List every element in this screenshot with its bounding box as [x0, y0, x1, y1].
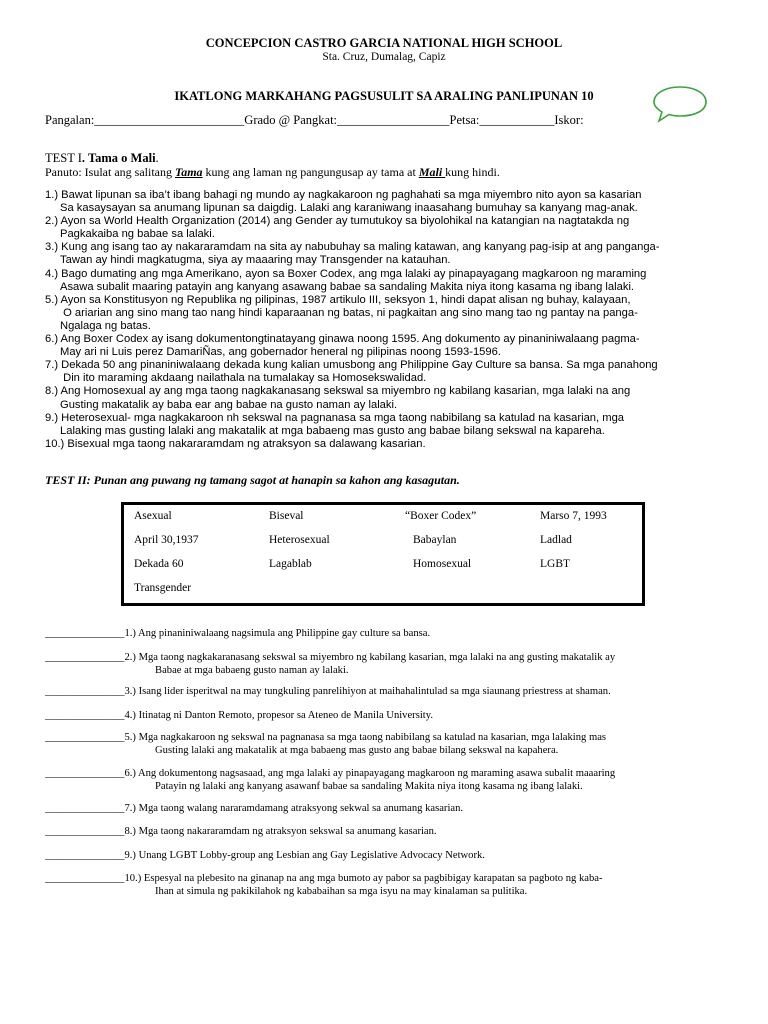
test2-item-9: _______________9.) Unang LGBT Lobby-group ang Lesbian ang Gay Legislative Advocacy Network.: [45, 850, 485, 861]
test1-item-2: 2.) Ayon sa World Health Organization (2014) ang Gender ay tumutukoy sa biyolohikal na katangian na nagtatakda ng Pagkakaiba ng babae sa lalaki.: [45, 215, 630, 241]
test1-item-7: 7.) Dekada 50 ang pinaniniwalaang dekada kung kalian umusbong ang Philippine Gay Culture sa bansa. Sa mga panahong Din ito maraming akdaang nailathala na tumalakay sa Homosekswalidad.: [45, 359, 658, 385]
test2-item-10: _______________10.) Espesyal na plebesito na ginanap na ang mga bumoto ay pabor sa pagbibigay karapatan sa pagboto ng kaba- Ihan at simula ng pakikilahok ng kababaihan sa mga isyu na may kinalaman sa pulitika.: [45, 873, 603, 897]
word-box-item: “Boxer Codex”: [405, 510, 477, 522]
test2-item-6: _______________6.) Ang dokumentong nagsasaad, ang mga lalaki ay pinapayagang magkaroon ng maraming asawa subalit maaaring Patayin ng lalaki ang kanyang asawanf babae sa sandaling Makita niya itong kasama ng ibang lalaki.: [45, 768, 616, 792]
word-box-item: Marso 7, 1993: [540, 510, 607, 522]
test1-item-4: 4.) Bago dumating ang mga Amerikano, ayon sa Boxer Codex, ang mga lalaki ay pinapayagang magkaroon ng maraming Asawa subalit maaring patayin ang kanyang asawang babae sa sandaling Makita niya itong kasama ng ibang lalaki.: [45, 267, 647, 293]
word-box-item: Asexual: [134, 510, 172, 522]
answer-word-box: [121, 502, 645, 606]
test1-item-3: 3.) Kung ang isang tao ay nakararamdam na sita ay nabubuhay sa maling katawan, ang kanyang pag-isip at ang panganga- Tawan ay hindi magkatugma, siya ay maaaring may Transgender na katauhan.: [45, 241, 660, 267]
word-box-item: Heterosexual: [269, 534, 330, 546]
test2-item-1: _______________1.) Ang pinaniniwalaang nagsimula ang Philippine gay culture sa bansa.: [45, 628, 431, 639]
test2-item-8: _______________8.) Mga taong nakararamdam ng atraksyon sekswal sa anumang kasarian.: [45, 826, 437, 837]
test2-item-5: _______________5.) Mga nagkakaroon ng sekswal na pagnanasa sa mga taong nabibilang sa katulad na kasarian, mga lalaking mas Gusting lalaki ang makatalik at mga babaeng mas gusto ang babae bilang sekswal na kapahera.: [45, 732, 607, 756]
test1-item-10: 10.) Bisexual mga taong nakararamdam ng atraksyon sa dalawang kasarian.: [45, 437, 426, 450]
word-box-item: April 30,1937: [134, 534, 199, 546]
exam-title: IKATLONG MARKAHANG PAGSUSULIT SA ARALING PANLIPUNAN 10: [174, 89, 594, 103]
word-box-item: Babaylan: [413, 534, 457, 546]
word-box-item: Lagablab: [269, 558, 312, 570]
student-info-row: Pangalan:________________________Grado @ Pangkat:__________________Petsa:____________Iskor:: [45, 113, 584, 127]
test1-item-1: 1.) Bawat lipunan sa iba’t ibang bahagi ng mundo ay nagkakaroon ng paghahati sa mga miyembro nito ayon sa kasarian Sa kasaysayan sa anumang lipunan sa daigdig. Lalaki ang karaniwang inaasahang bumuhay sa kanyang mag-anak.: [45, 189, 642, 215]
speech-bubble-icon: [652, 84, 708, 124]
word-box-item: Ladlad: [540, 534, 572, 546]
test2-heading: TEST II: Punan ang puwang ng tamang sagot at hanapin sa kahon ang kasagutan.: [45, 473, 460, 487]
test1-heading: TEST I. Tama o Mali.: [45, 151, 159, 165]
word-box-item: Homosexual: [413, 558, 472, 570]
test2-item-7: _______________7.) Mga taong walang nararamdamang atraksyong sekwal sa anumang kasarian.: [45, 803, 464, 814]
word-box-item: Transgender: [134, 582, 192, 594]
test1-item-9: 9.) Heterosexual- mga nagkakaroon nh sekswal na pagnanasa sa mga taong nabibilang sa katulad na kasarian, mga Lalaking mas gusting lalaki ang makatalik at mga babaeng mas gusto ang babae bilang sekswal na kapareha.: [45, 411, 625, 437]
school-address: Sta. Cruz, Dumalag, Capiz: [322, 51, 446, 63]
test1-items: [45, 189, 735, 451]
test1-item-8: 8.) Ang Homosexual ay ang mga taong nagkakanasang sekswal sa miyembro ng kabilang kasarian, mga lalaki na ang Gusting makatalik ay baba ear ang babae na gusto naman ay lalaki.: [45, 385, 631, 411]
test1-item-5: 5.) Ayon sa Konstitusyon ng Republika ng pilipinas, 1987 artikulo III, seksyon 1, hindi dapat alisan ng buhay, kalayaan, O ariarian ang sino mang tao nang hindi kaparaanan ng batas, ni pagkaitan ang sino mang tao ng pantay na panga- Ngalaga ng batas.: [45, 293, 638, 332]
test2-item-4: _______________4.) Itinatag ni Danton Remoto, propesor sa Ateneo de Manila University.: [45, 710, 433, 721]
test1-instructions: Panuto: Isulat ang salitang Tama kung ang laman ng pangungusap ay tama at Mali kung hindi.: [45, 165, 500, 179]
test1-item-6: 6.) Ang Boxer Codex ay isang dokumentongtinatayang ginawa noong 1595. Ang dokumento ay pinaniniwalaang pagma- May ari ni Luis perez DamariÑas, ang gobernador heneral ng pilipinas noong 1593-1596.: [45, 333, 640, 359]
word-box-item: Biseval: [269, 510, 304, 522]
test2-item-2: _______________2.) Mga taong nagkakaranasang sekswal sa miyembro ng kabilang kasarian, mga lalaki na ang gusting makatalik ay Babae at mga babaeng gusto naman ay lalaki.: [45, 652, 616, 676]
test2-item-3: _______________3.) Isang lider isperitwal na may tungkuling panrelihiyon at maihahalintulad sa mga siaunang priestress at shaman.: [45, 686, 611, 697]
school-name: CONCEPCION CASTRO GARCIA NATIONAL HIGH SCHOOL: [205, 36, 563, 50]
word-box-item: Dekada 60: [134, 558, 184, 570]
word-box-item: LGBT: [540, 558, 571, 570]
